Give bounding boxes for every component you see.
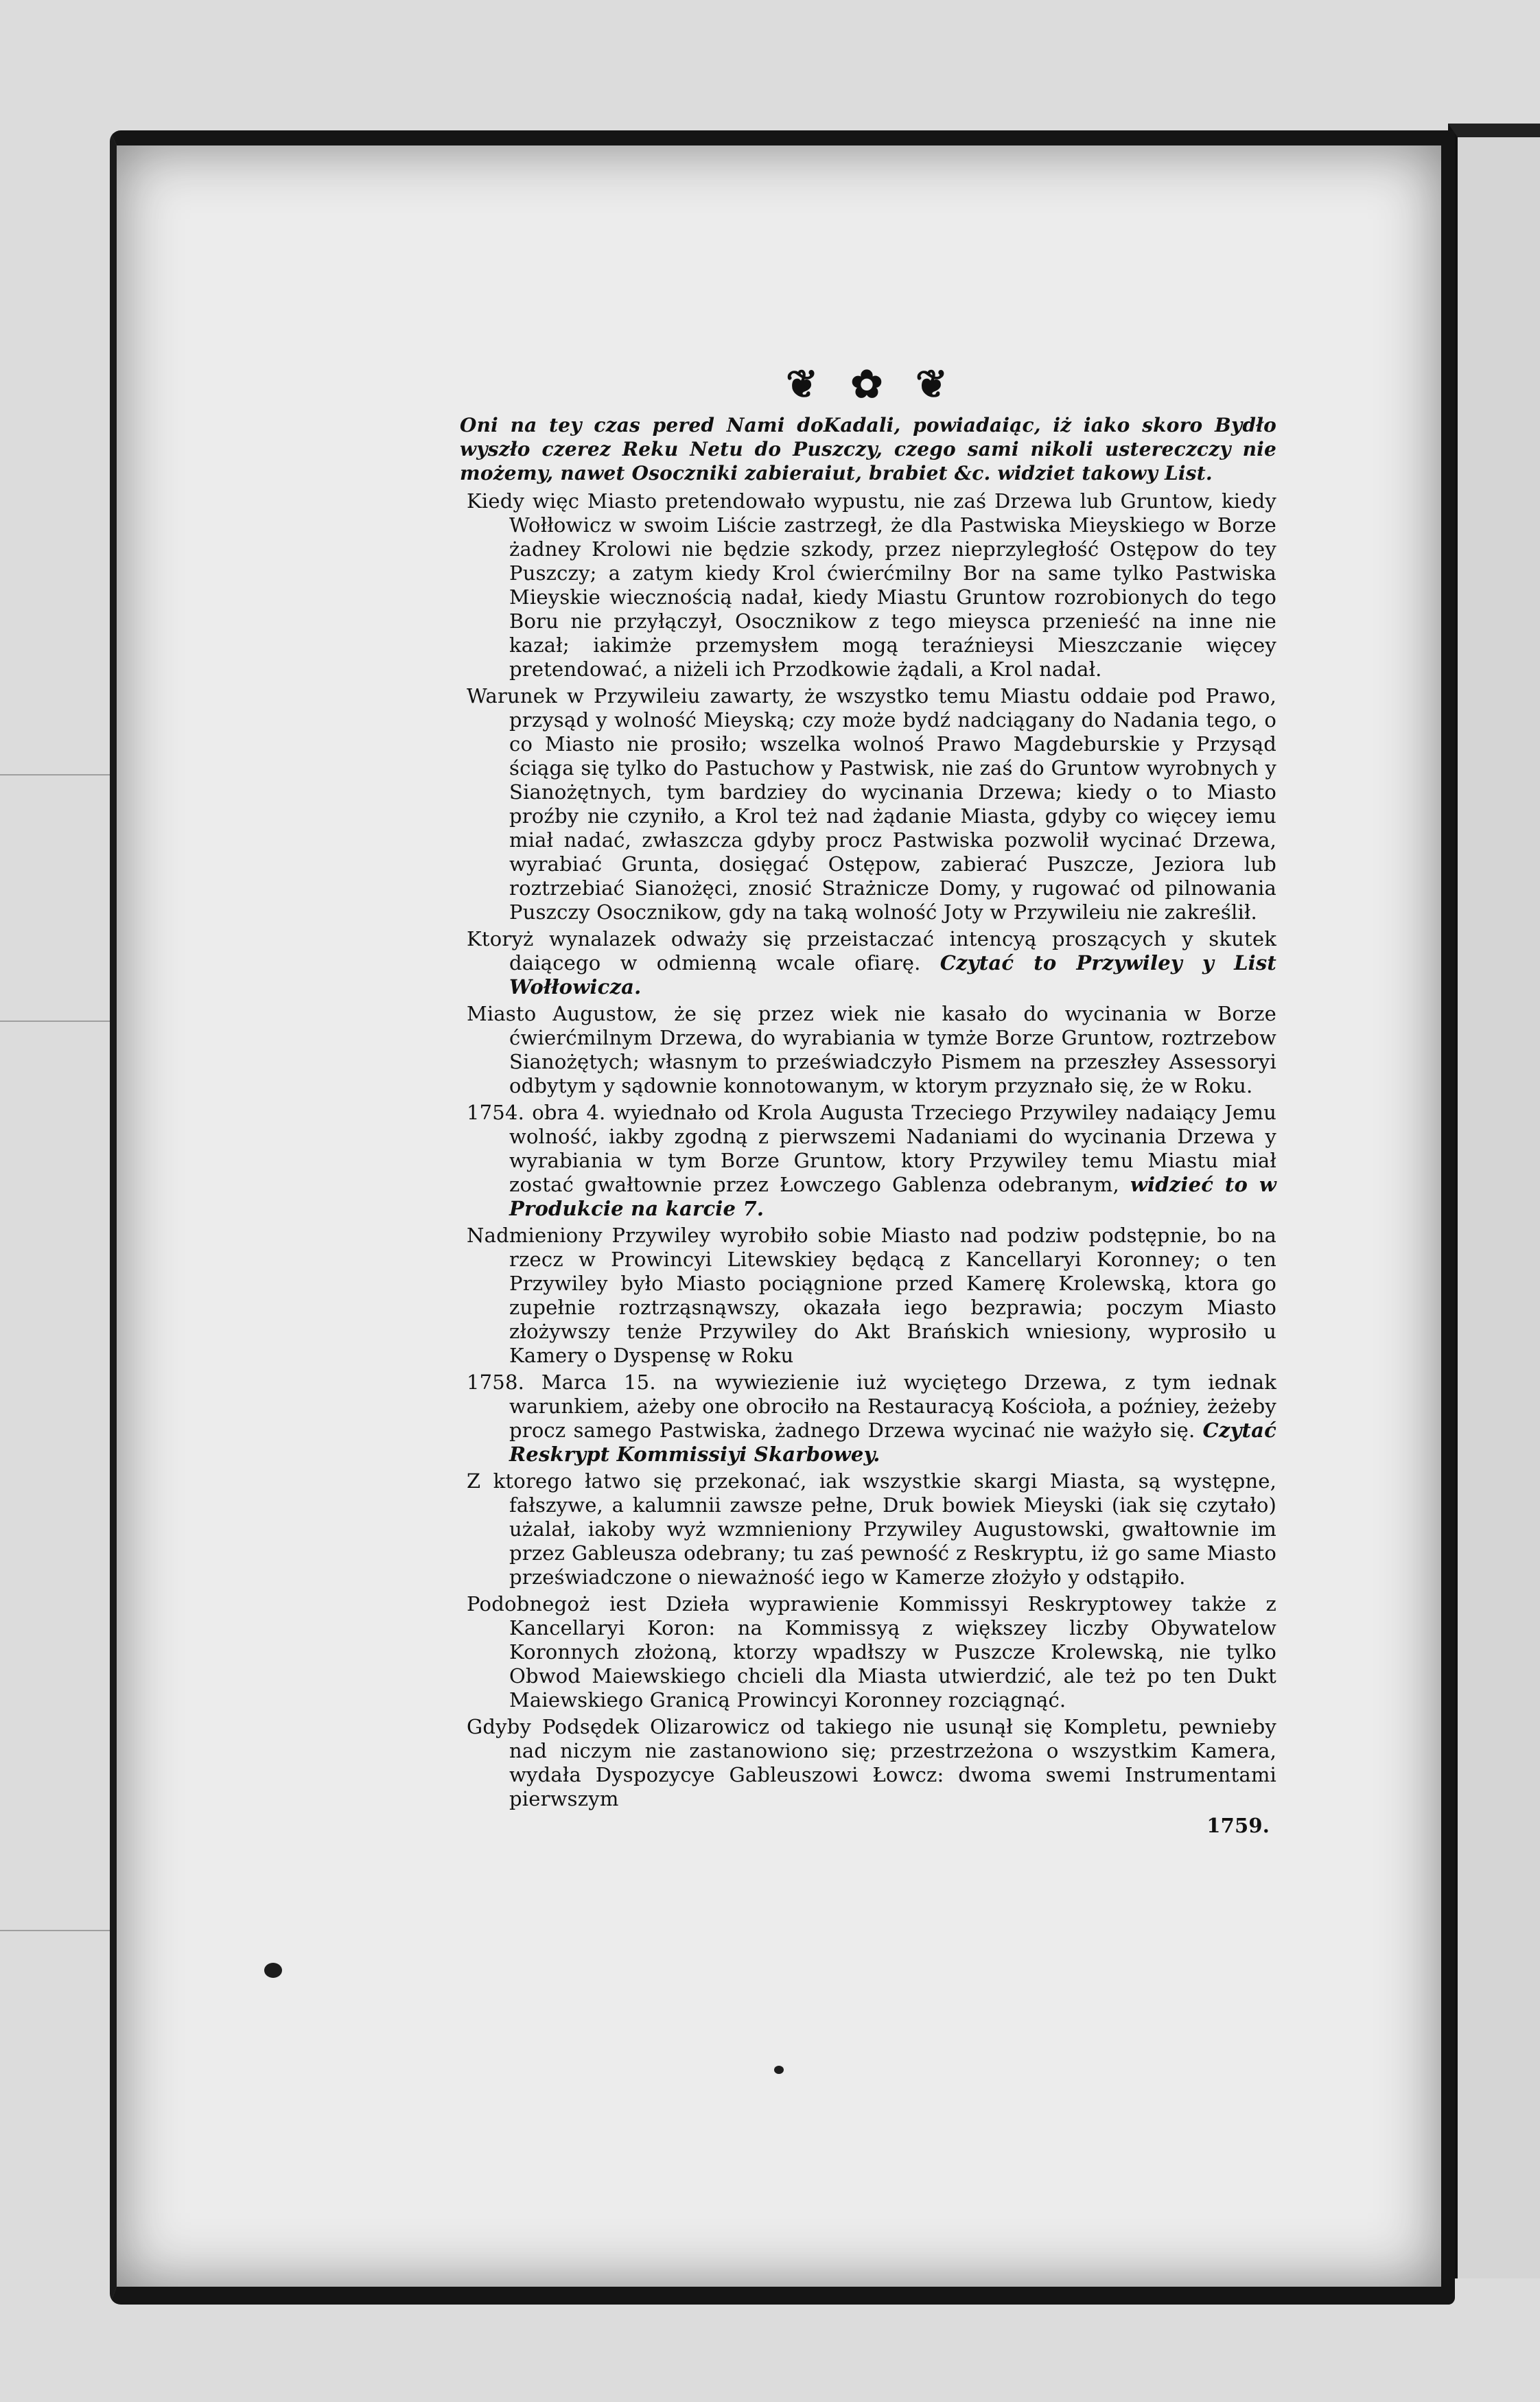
- paragraph-8: [467, 1469, 1276, 1589]
- adjacent-page-edge: [1448, 124, 1540, 2278]
- catchword: 1759.: [1206, 1814, 1270, 1837]
- paragraph-1: [467, 489, 1276, 681]
- paragraph-lead: 1754.: [467, 1101, 525, 1124]
- paragraph-3: [467, 927, 1276, 999]
- document-text: [460, 362, 1276, 1838]
- paragraph-lead: Kiedy: [467, 489, 525, 513]
- paragraph-10: [467, 1715, 1276, 1811]
- paragraph-lead: Podobnegoż: [467, 1592, 590, 1616]
- paragraph-7: [467, 1371, 1276, 1467]
- paragraph-4: [467, 1002, 1276, 1098]
- paragraph-text: iest Dzieła wyprawienie Kommissyi Reskryptowey także z Kancellaryi Koron: na Kommissyą z większey liczby Obywatelow Koronnych złożoną, ktorzy wpadłszy w Puszcze Krolewską, nie tylko Obwod Maiewskiego chcieli dla Miasta utwierdzić, ale też po ten Dukt Maiewskiego Granicą Prowincyi Koronney rozciągnąć.: [509, 1592, 1276, 1712]
- paragraph-text: Augustow, że się przez wiek nie kasało do wycinania w Borze ćwierćmilnym Drzewa, do wyrabiania w tymże Borze Gruntow, roztrzebow Sianożętych; własnym to przeświadczyło Pismem na przeszłey Assessoryi odbytym y sądownie konnotowanym, w ktorym przyznało się, że w Roku.: [509, 1002, 1276, 1097]
- paragraph-lead: Ktoryż: [467, 927, 534, 951]
- paragraph-reference: Czytać to Przywiley y List Wołłowicza.: [509, 951, 1276, 999]
- ornament-header: ❦ ✿ ❦: [786, 362, 957, 407]
- paragraph-lead: 1758.: [467, 1371, 525, 1394]
- paragraph-lead: Miasto: [467, 1002, 537, 1025]
- paragraph-2: [467, 684, 1276, 924]
- paragraph-6: [467, 1224, 1276, 1368]
- paragraph-text: w Przywileiu zawarty, że wszystko temu Miastu oddaie pod Prawo, przysąd y wolność Mieyską; czy może bydź nadciągany do Nadania tego, o co Miasto nie prosiło; wszelka wolnoś Prawo Magdeburskie y Przysąd ściąga się tylko do Pastuchow y Pastwisk, nie zaś do Gruntow wyrobnych y Sianożętnych, tym bardziey do wycinania Drzewa; kiedy o to Miasto proźby nie czyniło, a Krol też nad żądanie Miasta, gdyby co więcey iemu miał nadać, zwłaszcza gdyby procz Pastwiska pozwolił wycinać Drzewa, wyrabiać Grunta, dosięgać Ostępow, zabierać Puszcze, Jeziora lub roztrzebiać Sianożęci, znosić Strażnicze Domy, y rugować od pilnowania Puszczy Osocznikow, gdy na taką wolność Joty w Przywileiu nie zakreślił.: [509, 684, 1276, 924]
- paragraph-text: Przywiley wyrobiło sobie Miasto nad podziw podstępnie, bo na rzecz w Prowincyi Litewskiey będącą z Kancellaryi Koronney; o ten Przywiley było Miasto pociągnione przed Kamerę Krolewską, ktora go zupełnie roztrząsnąwszy, okazała iego bezprawia; poczym Miasto złożywszy tenże Przywiley do Akt Brańskich wniesiony, wyprosiło u Kamery o Dyspensę w Roku: [509, 1224, 1276, 1367]
- paragraph-text: Podsędek Olizarowicz od takiego nie usunął się Kompletu, pewnieby nad niczym nie zastanowiono się; przestrzeżona o wszystkim Kamera, wydała Dyspozycye Gableuszowi Łowcz: dwoma swemi Instrumentami pierwszym: [509, 1715, 1276, 1810]
- paragraph-lead: Z: [467, 1469, 481, 1493]
- paragraph-reference: widzieć to w Produkcie na karcie 7.: [509, 1173, 1276, 1220]
- paragraph-5: [467, 1101, 1276, 1221]
- ink-smudge: [264, 1963, 282, 1978]
- intro-quote: Oni na tey czas pered Nami doKadali, powiadaiąc, iż iako skoro Bydło wyszło czerez Reku Netu do Puszczy, czego sami nikoli ustereczczy nie możemy, nawet Osoczniki zabieraiut, brabiet &c. widziet takowy List.: [460, 414, 1276, 485]
- paragraph-text: Marca 15. na wywiezienie iuż wyciętego Drzewa, z tym iednak warunkiem, ażeby one obrociło na Restauracyą Kościoła, a poźniey, żeżeby procz samego Pastwiska, żadnego Drzewa wycinać nie ważyło się.: [509, 1371, 1276, 1442]
- paragraph-text: więc Miasto pretendowało wypustu, nie zaś Drzewa lub Gruntow, kiedy Wołłowicz w swoim Liście zastrzegł, że dla Pastwiska Mieyskiego w Borze żadney Krolowi nie będzie szkody, przez nieprzyległość Ostępow do tey Puszczy; a zatym kiedy Krol ćwierćmilny Bor na same tylko Pastwiska Mieyskie wiecznością nadał, kiedy Miastu Gruntow rozrobionych do tego Boru nie przyłączył, Osocznikow z tego mieysca przenieść na inne nie kazał; iakimże przemysłem mogą teraźnieysi Mieszczanie więcey pretendować, a niżeli ich Przodkowie żądali, a Krol nadał.: [509, 489, 1276, 681]
- paragraph-lead: Gdyby: [467, 1715, 532, 1738]
- paragraph-9: [467, 1592, 1276, 1712]
- paragraph-text: wynalazek odważy się przeistaczać intencyą proszących y skutek daiącego w odmienną wcale ofiarę.: [509, 927, 1276, 975]
- paragraph-lead: Nadmieniony: [467, 1224, 603, 1247]
- paragraph-lead: Warunek: [467, 684, 557, 708]
- paragraph-text: ktorego łatwo się przekonać, iak wszystkie skargi Miasta, są występne, fałszywe, a kalumnii zawsze pełne, Druk bowiek Mieyski (iak się czytało) użalał, iakoby wyż wzmnieniony Przywiley Augustowski, gwałtownie im przez Gableusza odebrany; tu zaś pewność z Reskryptu, iż go same Miasto przeświadczone o nieważność iego w Kamerze złożyło y odstąpiło.: [493, 1469, 1276, 1589]
- paragraph-reference: Czytać Reskrypt Kommissiyi Skarbowey.: [509, 1419, 1276, 1466]
- paragraph-text: obra 4. wyiednało od Krola Augusta Trzeciego Przywiley nadaiący Jemu wolność, iakby zgodną z pierwszemi Nadaniami do wycinania Drzewa y wyrabiania w tym Borze Gruntow, ktory Przywiley temu Miastu miał zostać gwałtownie przez Łowczego Gablenza odebranym,: [509, 1101, 1276, 1196]
- ink-smudge: [774, 2066, 784, 2074]
